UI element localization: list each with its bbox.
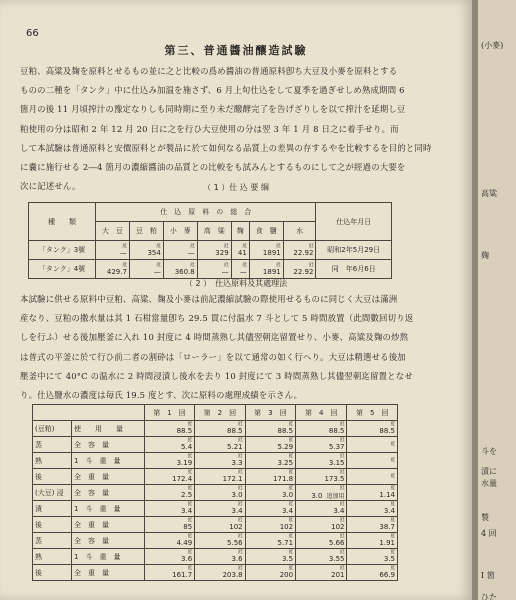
group-label: (大豆) 浸 xyxy=(33,485,72,501)
cell-value: 瓩 — xyxy=(231,260,249,279)
cell-value: 瓩 5.21 xyxy=(195,437,245,453)
unit-mark: 瓩 xyxy=(288,518,294,523)
unit-mark: 瓩 xyxy=(190,243,195,249)
unit-mark: 瓩 xyxy=(224,243,229,249)
table2-caption: （ 2 ） 仕込原料及其處理法 xyxy=(184,279,288,288)
unit-mark: 瓩 xyxy=(288,486,294,491)
row-label: 1 斗 重 量 xyxy=(72,501,145,517)
unit-mark: 瓩 xyxy=(339,534,345,539)
unit-mark: 瓩 xyxy=(122,243,127,249)
tank-name: 「タンク」4號 xyxy=(29,260,96,279)
material-header: 水 xyxy=(283,222,316,241)
unit-mark: 瓩 xyxy=(390,474,395,479)
cell-value: 瓩 3.5 xyxy=(347,549,398,565)
cell-value: 瓩 3.19 xyxy=(144,453,194,469)
table1-caption: （ 1 ）仕 込 要 綱 xyxy=(203,183,269,192)
round-header: 第 4 回 xyxy=(296,405,347,421)
unit-mark: 瓩 xyxy=(339,438,345,443)
cell-value: 瓩 354 xyxy=(129,241,163,260)
unit-mark: 瓩 xyxy=(390,566,395,571)
unit-mark: 瓩 xyxy=(276,262,281,268)
unit-mark: 瓩 xyxy=(238,486,243,491)
table-row xyxy=(33,501,398,517)
unit-mark: 瓩 xyxy=(187,454,193,459)
unit-mark: 瓩 xyxy=(238,422,243,427)
cell-value: 瓩 — xyxy=(129,260,163,279)
cell-value: 瓩 22.92 xyxy=(283,260,316,279)
section-title: 第三、普通醬油釀造試驗 xyxy=(164,44,308,57)
cell-value: 瓩 3.3 xyxy=(195,453,245,469)
cell-value: 瓩 88.5 xyxy=(296,421,347,437)
body-line: 産なり、豆粕の撒水量は其 1 石柑當量卽ち 29.5 貫に付温水 7 斗として 5 時間放置（此間數回切り返 xyxy=(20,313,414,324)
table-row xyxy=(33,549,398,565)
note-text: 追加用 xyxy=(326,492,345,500)
cell-value: 瓩 1.91 xyxy=(347,533,398,549)
unit-mark: 瓩 xyxy=(339,550,345,555)
round-header: 第 3 回 xyxy=(245,405,295,421)
unit-mark: 瓩 xyxy=(238,534,243,539)
cell-value: 瓩 360.8 xyxy=(163,260,197,279)
group-label: 蒸 xyxy=(33,437,72,453)
cell-value: 瓩 161.7 xyxy=(144,565,194,581)
unit-mark: 瓩 xyxy=(308,243,314,249)
unit-mark: 瓩 xyxy=(308,262,314,268)
row-label: 1 斗 重 量 xyxy=(72,549,145,565)
cell-value: 瓩 5.71 xyxy=(245,533,295,549)
date-cell: 昭和2年5月29日 xyxy=(316,241,392,260)
cell-value: 瓩 22.92 xyxy=(283,241,316,260)
group-label: 後 xyxy=(33,517,72,533)
cell-value: 瓩 3.4 xyxy=(245,501,295,517)
unit-mark: 瓩 xyxy=(238,438,243,443)
body-line: しを行ふ）せる後加壓釜に入れ 10 封度に 4 時間蒸熟し其儘翌朝迄留置せり、小麥、高粱及麹の炒熬 xyxy=(20,332,409,343)
cell-value: 瓩 3.0 xyxy=(245,485,295,501)
table-row xyxy=(33,485,398,501)
unit-mark: 瓩 xyxy=(390,502,395,507)
table-row xyxy=(33,533,398,549)
next-page-edge xyxy=(478,0,516,600)
unit-mark: 瓩 xyxy=(288,470,294,475)
tank-name: 「タンク」3號 xyxy=(29,241,96,260)
group-label: 後 xyxy=(33,469,72,485)
unit-mark: 瓩 xyxy=(156,262,161,268)
row-label: 全 容 量 xyxy=(72,437,145,453)
table-row xyxy=(29,260,392,279)
group-label: 蒸 xyxy=(33,533,72,549)
unit-mark: 瓩 xyxy=(242,243,247,249)
body-line: して本試驗は普通原料と安價原料とが製品に於て如何なる品質上の差異の存するやを比較するを目的と同時 xyxy=(20,142,432,153)
cell-value: 瓩 — xyxy=(95,241,129,260)
body-line: 粕使用の分は昭和 2 年 12 月 20 日に之を行ひ大豆使用の分は翌 3 年 1 月 8 日之に着手せり。而 xyxy=(20,123,399,134)
unit-mark: 瓩 xyxy=(390,550,395,555)
page-number: 66 xyxy=(26,28,39,39)
table-row xyxy=(33,453,398,469)
next-page-fragment: 漬に xyxy=(481,467,497,476)
table-row xyxy=(33,421,398,437)
cell-value: 瓩 5.37 xyxy=(296,437,347,453)
unit-mark: 瓩 xyxy=(187,438,193,443)
next-page-fragment: 水量 xyxy=(481,479,497,488)
next-page-fragment: 斗を xyxy=(481,447,497,456)
cell-value: 瓩 429.7 xyxy=(95,260,129,279)
cell-value: 瓩 38.7 xyxy=(347,517,398,533)
unit-mark: 瓩 xyxy=(224,262,229,268)
body-line: は普式の平釜に於て行ひ前二者の割砕は「ローラー」を以て通常の如く行へり。大豆は精選せる後加 xyxy=(20,351,406,362)
unit-mark: 瓩 xyxy=(238,566,243,571)
next-page-fragment: ひた xyxy=(481,593,497,600)
cell-value: 瓩 3.6 xyxy=(144,549,194,565)
unit-mark: 瓩 xyxy=(238,502,243,507)
material-header: 高 粱 xyxy=(197,222,231,241)
material-header: 大 豆 xyxy=(95,222,129,241)
next-page-fragment: I 箇 xyxy=(481,571,495,580)
unit-mark: 瓩 xyxy=(187,534,193,539)
unit-mark: 瓩 xyxy=(390,442,395,447)
cell-value: 瓩 41 xyxy=(231,241,249,260)
round-header: 第 2 回 xyxy=(195,405,245,421)
unit-mark: 瓩 xyxy=(288,534,294,539)
cell-value: 瓩 3.4 xyxy=(347,501,398,517)
cell-value: 瓩 85 xyxy=(144,517,194,533)
cell-value: 瓩 — xyxy=(197,260,231,279)
next-page-fragment: 高粱 xyxy=(481,189,497,198)
unit-mark: 瓩 xyxy=(390,518,395,523)
cell-value: 瓩 3.55 xyxy=(296,549,347,565)
cell-value: 瓩 88.5 xyxy=(144,421,194,437)
round-header: 第 1 回 xyxy=(144,405,194,421)
row-label: 使 用 量 xyxy=(72,421,145,437)
unit-mark: 瓩 xyxy=(339,518,345,523)
table-row xyxy=(33,437,398,453)
col-date: 仕込年月日 xyxy=(316,203,392,241)
cell-value: 瓩 88.5 xyxy=(195,421,245,437)
unit-mark: 瓩 xyxy=(390,422,395,427)
round-header: 第 5 回 xyxy=(347,405,398,421)
cell-value: 瓩 329 xyxy=(197,241,231,260)
row-label: 全 重 量 xyxy=(72,565,145,581)
body-line: 箇月の後 11 月頃搾汁の豫定なりしも同時期に至り未だ醱酵完了を告げざりしを以て搾汁を延期し豆 xyxy=(20,104,406,115)
next-page-fragment: 4 回 xyxy=(481,529,497,538)
unit-mark: 瓩 xyxy=(187,502,193,507)
row-label: 全 容 量 xyxy=(72,533,145,549)
cell-value: 瓩 172.1 xyxy=(195,469,245,485)
cell-value: 瓩 1891 xyxy=(249,260,283,279)
cell-value xyxy=(347,469,398,485)
next-page-fragment: 麹 xyxy=(481,251,489,260)
cell-value: 瓩 3.6 xyxy=(195,549,245,565)
cell-value: 瓩 3.0 xyxy=(195,485,245,501)
next-page-fragment: 製 xyxy=(481,513,489,522)
unit-mark: 瓩 xyxy=(276,243,281,249)
cell-value: 瓩 102 xyxy=(296,517,347,533)
table-row xyxy=(33,469,398,485)
body-line: 本試驗に供せる原料中豆粕、高粱、麹及小麥は前記濃縮試驗の際使用せるものに同じく大豆は滿洲 xyxy=(20,294,398,304)
unit-mark: 瓩 xyxy=(339,470,345,475)
cell-value: 瓩 1.14 xyxy=(347,485,398,501)
unit-mark: 瓩 xyxy=(288,502,294,507)
cell-value: 瓩 88.5 xyxy=(245,421,295,437)
cell-value: 瓩 3.4 xyxy=(144,501,194,517)
cell-value xyxy=(347,437,398,453)
cell-value: 瓩 200 xyxy=(245,565,295,581)
unit-mark: 瓩 xyxy=(242,262,247,268)
cell-value: 瓩 102 xyxy=(245,517,295,533)
cell-value: 瓩 3.5 xyxy=(245,549,295,565)
group-label: (豆粕) xyxy=(33,421,72,437)
next-page-fragment: (小麥) xyxy=(481,41,504,50)
row-label: 1 斗 重 量 xyxy=(72,453,145,469)
cell-value: 瓩 5.56 xyxy=(195,533,245,549)
table-row xyxy=(33,565,398,581)
cell-value: 瓩 201 xyxy=(296,565,347,581)
cell-value: 瓩 — xyxy=(163,241,197,260)
cell-value: 瓩 88.5 xyxy=(347,421,398,437)
unit-mark: 瓩 xyxy=(339,566,345,571)
unit-mark: 瓩 xyxy=(190,262,195,268)
cell-value: 瓩 5.29 xyxy=(245,437,295,453)
group-label: 熟 xyxy=(33,549,72,565)
group-label: 後 xyxy=(33,565,72,581)
material-header: 小 麥 xyxy=(163,222,197,241)
row-label: 全 重 量 xyxy=(72,469,145,485)
cell-value: 瓩 5.66 xyxy=(296,533,347,549)
unit-mark: 瓩 xyxy=(238,454,243,459)
unit-mark: 瓩 xyxy=(390,486,395,491)
body-line: ものの二種を「タンク」中に仕込み加温を施さず、6 月上旬仕込をして夏季を過ぎせしめ熟成期間 6 xyxy=(20,85,405,96)
cell-value: 瓩 1891 xyxy=(249,241,283,260)
row-label: 全 重 量 xyxy=(72,517,145,533)
unit-mark: 瓩 xyxy=(187,422,193,427)
cell-value: 瓩 3.15 xyxy=(296,453,347,469)
unit-mark: 瓩 xyxy=(339,454,345,459)
cell-value xyxy=(347,453,398,469)
cell-value: 瓩 5.4 xyxy=(144,437,194,453)
unit-mark: 瓩 xyxy=(156,243,161,249)
material-header: 麹 xyxy=(231,222,249,241)
unit-mark: 瓩 xyxy=(238,518,243,523)
unit-mark: 瓩 xyxy=(288,454,294,459)
row-label: 全 容 量 xyxy=(72,485,145,501)
unit-mark: 瓩 xyxy=(339,502,345,507)
cell-value: 瓩 3.25 xyxy=(245,453,295,469)
body-line: 豆粕、高粱及麹を原料とせるもの並に之と比較の爲め醬油の普通原料卽ち大豆及小麥を原料とする xyxy=(20,66,398,76)
unit-mark: 瓩 xyxy=(339,485,345,491)
col-materials: 仕 込 原 料 の 総 合 xyxy=(95,203,315,222)
unit-mark: 瓩 xyxy=(288,566,294,571)
cell-value: 瓩 102 xyxy=(195,517,245,533)
col-kind: 種 類 xyxy=(29,203,96,241)
unit-mark: 瓩 xyxy=(122,262,127,268)
processing-table xyxy=(32,404,398,581)
unit-mark: 瓩 xyxy=(390,534,395,539)
group-label: 熟 xyxy=(33,453,72,469)
unit-mark: 瓩 xyxy=(238,550,243,555)
unit-mark: 瓩 xyxy=(187,550,193,555)
unit-mark: 瓩 xyxy=(187,518,193,523)
unit-mark: 瓩 xyxy=(288,422,294,427)
cell-value: 瓩 173.5 xyxy=(296,469,347,485)
body-line: 壓釜中にて 40°C の温水に 2 時間浸漬し後水を去り 10 封度にて 3 時間蒸熟し其儘翌朝迄留置となせ xyxy=(20,370,413,381)
cell-value: 瓩 3.4 xyxy=(195,501,245,517)
unit-mark: 瓩 xyxy=(339,422,345,427)
cell-value: 瓩 203.8 xyxy=(195,565,245,581)
unit-mark: 瓩 xyxy=(288,438,294,443)
table-row xyxy=(33,517,398,533)
body-line: り。仕込鹽水の濃度は毎氏 19.5 度とす、次に原料の處理成績を示さん。 xyxy=(20,390,303,400)
cell-value: 瓩 4.49 xyxy=(144,533,194,549)
body-line: に嚢に施行せる 2―4 箇月の濃縮醬油の品質との比較をも試みんとするものにして之が經過の大要を xyxy=(20,162,406,172)
material-header: 豆 粕 xyxy=(129,222,163,241)
cell-value: 瓩 2.5 xyxy=(144,485,194,501)
cell-value: 瓩 3.0 追加用 xyxy=(296,485,347,501)
date-cell: 同 年6月6日 xyxy=(316,260,392,279)
brewing-outline-table xyxy=(28,202,392,279)
cell-value: 瓩 66.9 xyxy=(347,565,398,581)
table-row xyxy=(29,241,392,260)
cell-value: 瓩 3.4 xyxy=(296,501,347,517)
unit-mark: 瓩 xyxy=(390,458,395,463)
body-line: 次に記述せん。 xyxy=(20,181,81,192)
unit-mark: 瓩 xyxy=(187,470,193,475)
cell-value: 瓩 171.8 xyxy=(245,469,295,485)
material-header: 食 鹽 xyxy=(249,222,283,241)
unit-mark: 瓩 xyxy=(288,550,294,555)
unit-mark: 瓩 xyxy=(187,486,193,491)
unit-mark: 瓩 xyxy=(238,470,243,475)
group-label: 漬 xyxy=(33,501,72,517)
unit-mark: 瓩 xyxy=(187,566,193,571)
cell-value: 瓩 172.4 xyxy=(144,469,194,485)
